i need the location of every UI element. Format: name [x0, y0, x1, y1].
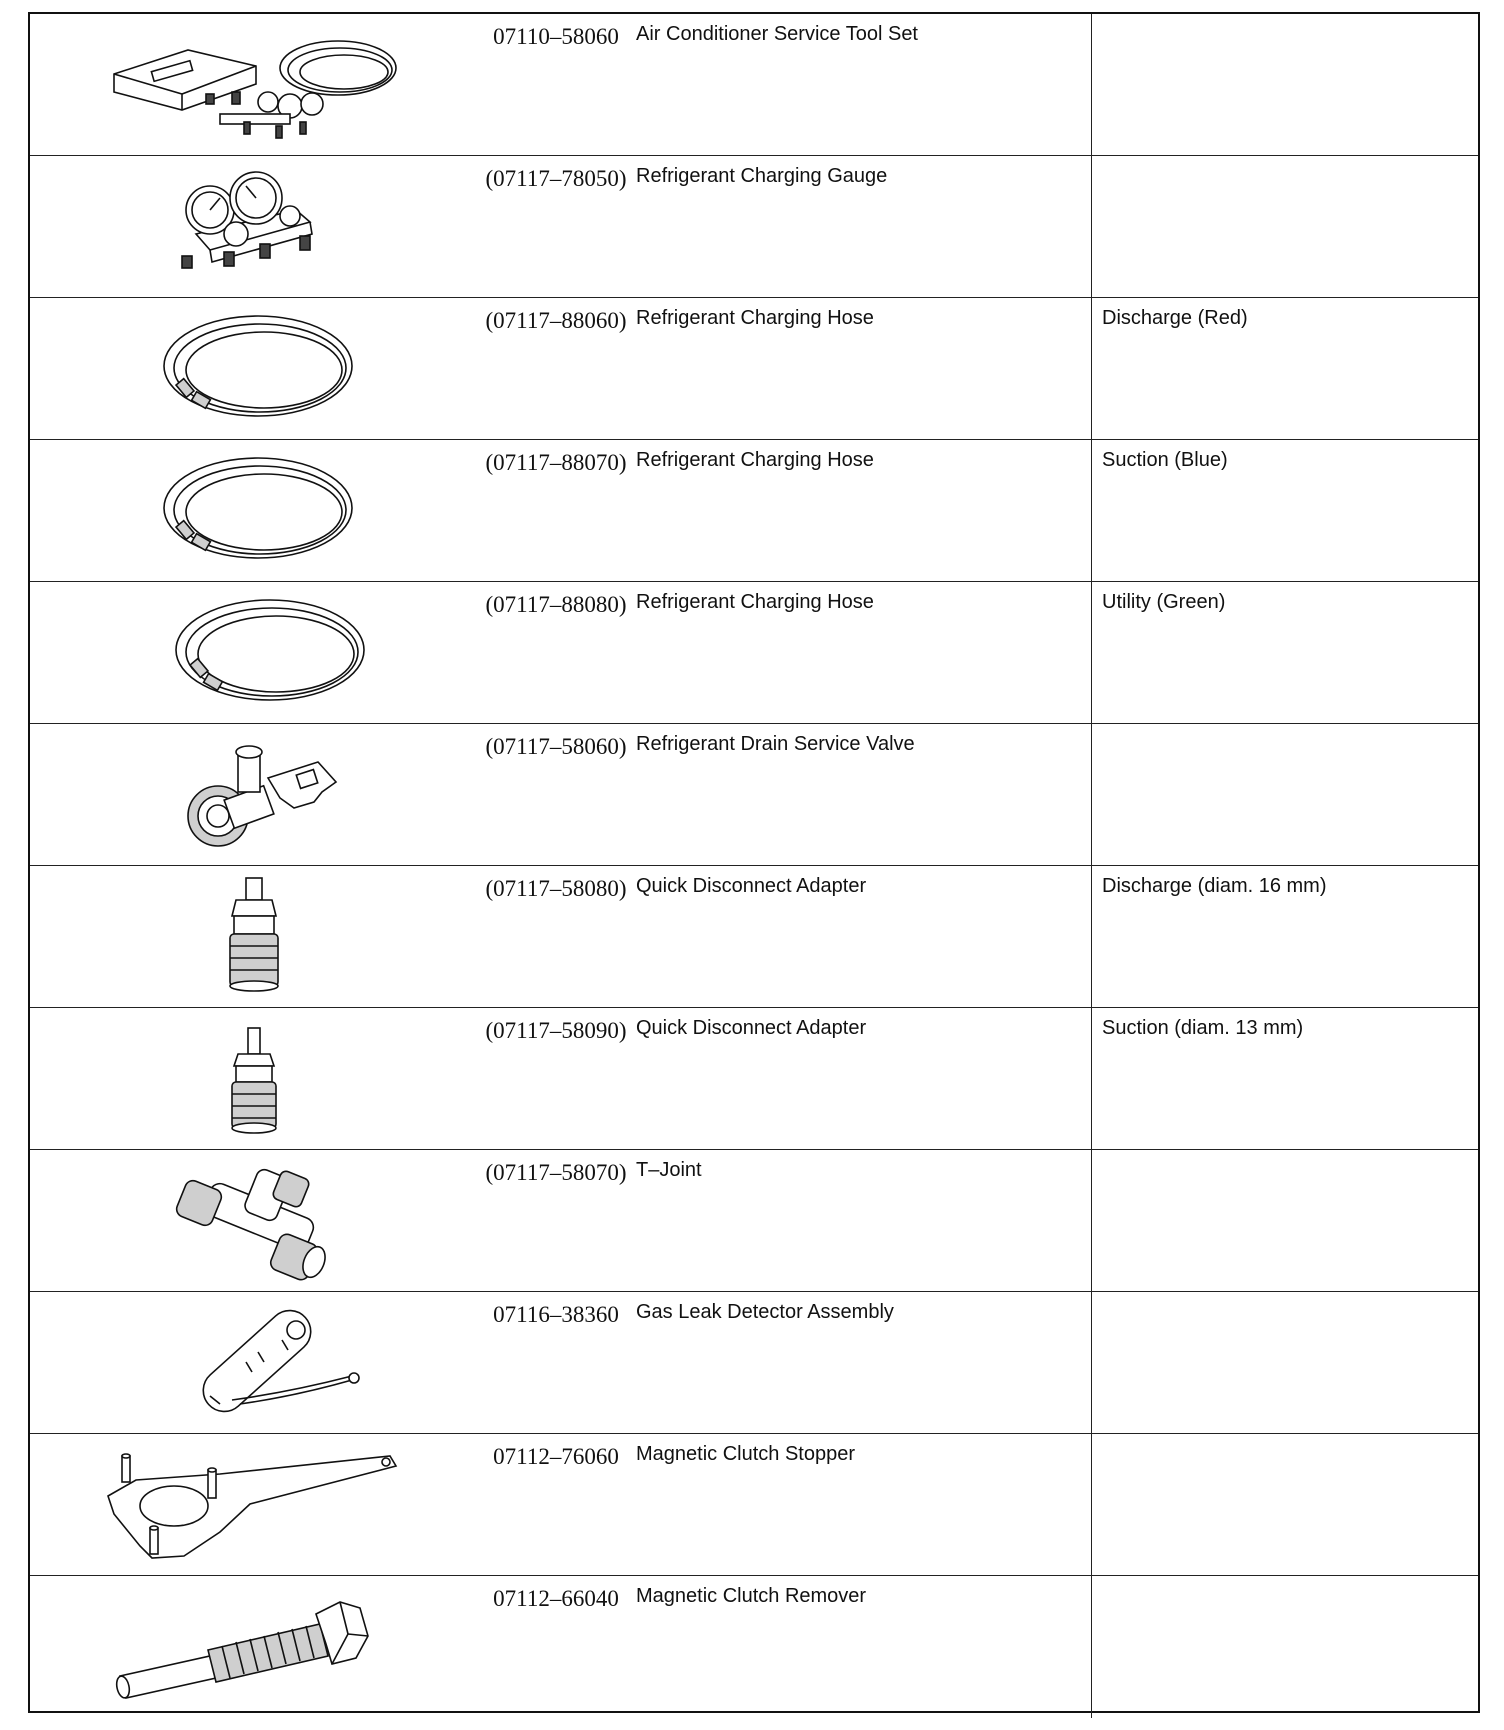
tool-name: Magnetic Clutch Remover: [636, 1585, 867, 1607]
table-row: [30, 14, 1478, 156]
part-number: (07117–78050): [485, 166, 627, 191]
service-tool-set-icon: [100, 22, 420, 148]
column-divider: [1091, 1434, 1092, 1575]
part-number: 07116–38360: [493, 1302, 619, 1327]
table-row: [30, 582, 1478, 724]
t-joint-icon: [100, 1158, 420, 1284]
table-row: [30, 1576, 1478, 1718]
gas-leak-detector-icon: [100, 1300, 420, 1426]
column-divider: [1091, 724, 1092, 865]
tool-name: Quick Disconnect Adapter: [636, 1017, 867, 1039]
part-number: (07117–88060): [485, 308, 627, 333]
clutch-stopper-icon: [100, 1442, 420, 1568]
part-number: 07110–58060: [493, 24, 619, 49]
charging-hose-icon: [100, 306, 420, 432]
column-divider: [1091, 298, 1092, 439]
tool-note: Discharge (diam. 16 mm): [1102, 875, 1327, 897]
quick-disconnect-adapter-icon: [100, 1016, 420, 1142]
clutch-remover-icon: [100, 1584, 420, 1710]
table-row: [30, 156, 1478, 298]
tool-name: T–Joint: [636, 1159, 702, 1181]
part-number: 07112–76060: [493, 1444, 619, 1469]
table-row: [30, 1150, 1478, 1292]
part-number: (07117–58090): [485, 1018, 627, 1043]
tool-note: Utility (Green): [1102, 591, 1226, 613]
part-number: (07117–88080): [485, 592, 627, 617]
column-divider: [1091, 14, 1092, 155]
table-row: [30, 440, 1478, 582]
charging-hose-icon: [100, 448, 420, 574]
table-row: [30, 1292, 1478, 1434]
tool-name: Quick Disconnect Adapter: [636, 875, 867, 897]
column-divider: [1091, 1576, 1092, 1718]
column-divider: [1091, 440, 1092, 581]
part-number: 07112–66040: [493, 1586, 619, 1611]
quick-disconnect-adapter-icon: [100, 874, 420, 1000]
column-divider: [1091, 1008, 1092, 1149]
table-row: [30, 1434, 1478, 1576]
column-divider: [1091, 1150, 1092, 1291]
part-number: (07117–58080): [485, 876, 627, 901]
tool-note: Discharge (Red): [1102, 307, 1248, 329]
special-tools-table: [28, 12, 1480, 1713]
drain-service-valve-icon: [100, 732, 420, 858]
tool-name: Refrigerant Charging Gauge: [636, 165, 888, 187]
tool-note: Suction (Blue): [1102, 449, 1228, 471]
charging-gauge-icon: [100, 164, 420, 290]
charging-hose-icon: [100, 590, 420, 716]
table-row: [30, 866, 1478, 1008]
table-row: [30, 298, 1478, 440]
tool-name: Refrigerant Charging Hose: [636, 449, 874, 471]
part-number: (07117–58060): [485, 734, 627, 759]
part-number: (07117–88070): [485, 450, 627, 475]
tool-name: Refrigerant Drain Service Valve: [636, 733, 915, 755]
tool-note: Suction (diam. 13 mm): [1102, 1017, 1304, 1039]
tool-name: Refrigerant Charging Hose: [636, 591, 874, 613]
tool-name: Gas Leak Detector Assembly: [636, 1301, 894, 1323]
part-number: (07117–58070): [485, 1160, 627, 1185]
column-divider: [1091, 582, 1092, 723]
tool-name: Magnetic Clutch Stopper: [636, 1443, 856, 1465]
column-divider: [1091, 156, 1092, 297]
column-divider: [1091, 1292, 1092, 1433]
tool-name: Refrigerant Charging Hose: [636, 307, 874, 329]
table-row: [30, 1008, 1478, 1150]
table-row: [30, 724, 1478, 866]
tool-name: Air Conditioner Service Tool Set: [636, 23, 918, 45]
column-divider: [1091, 866, 1092, 1007]
